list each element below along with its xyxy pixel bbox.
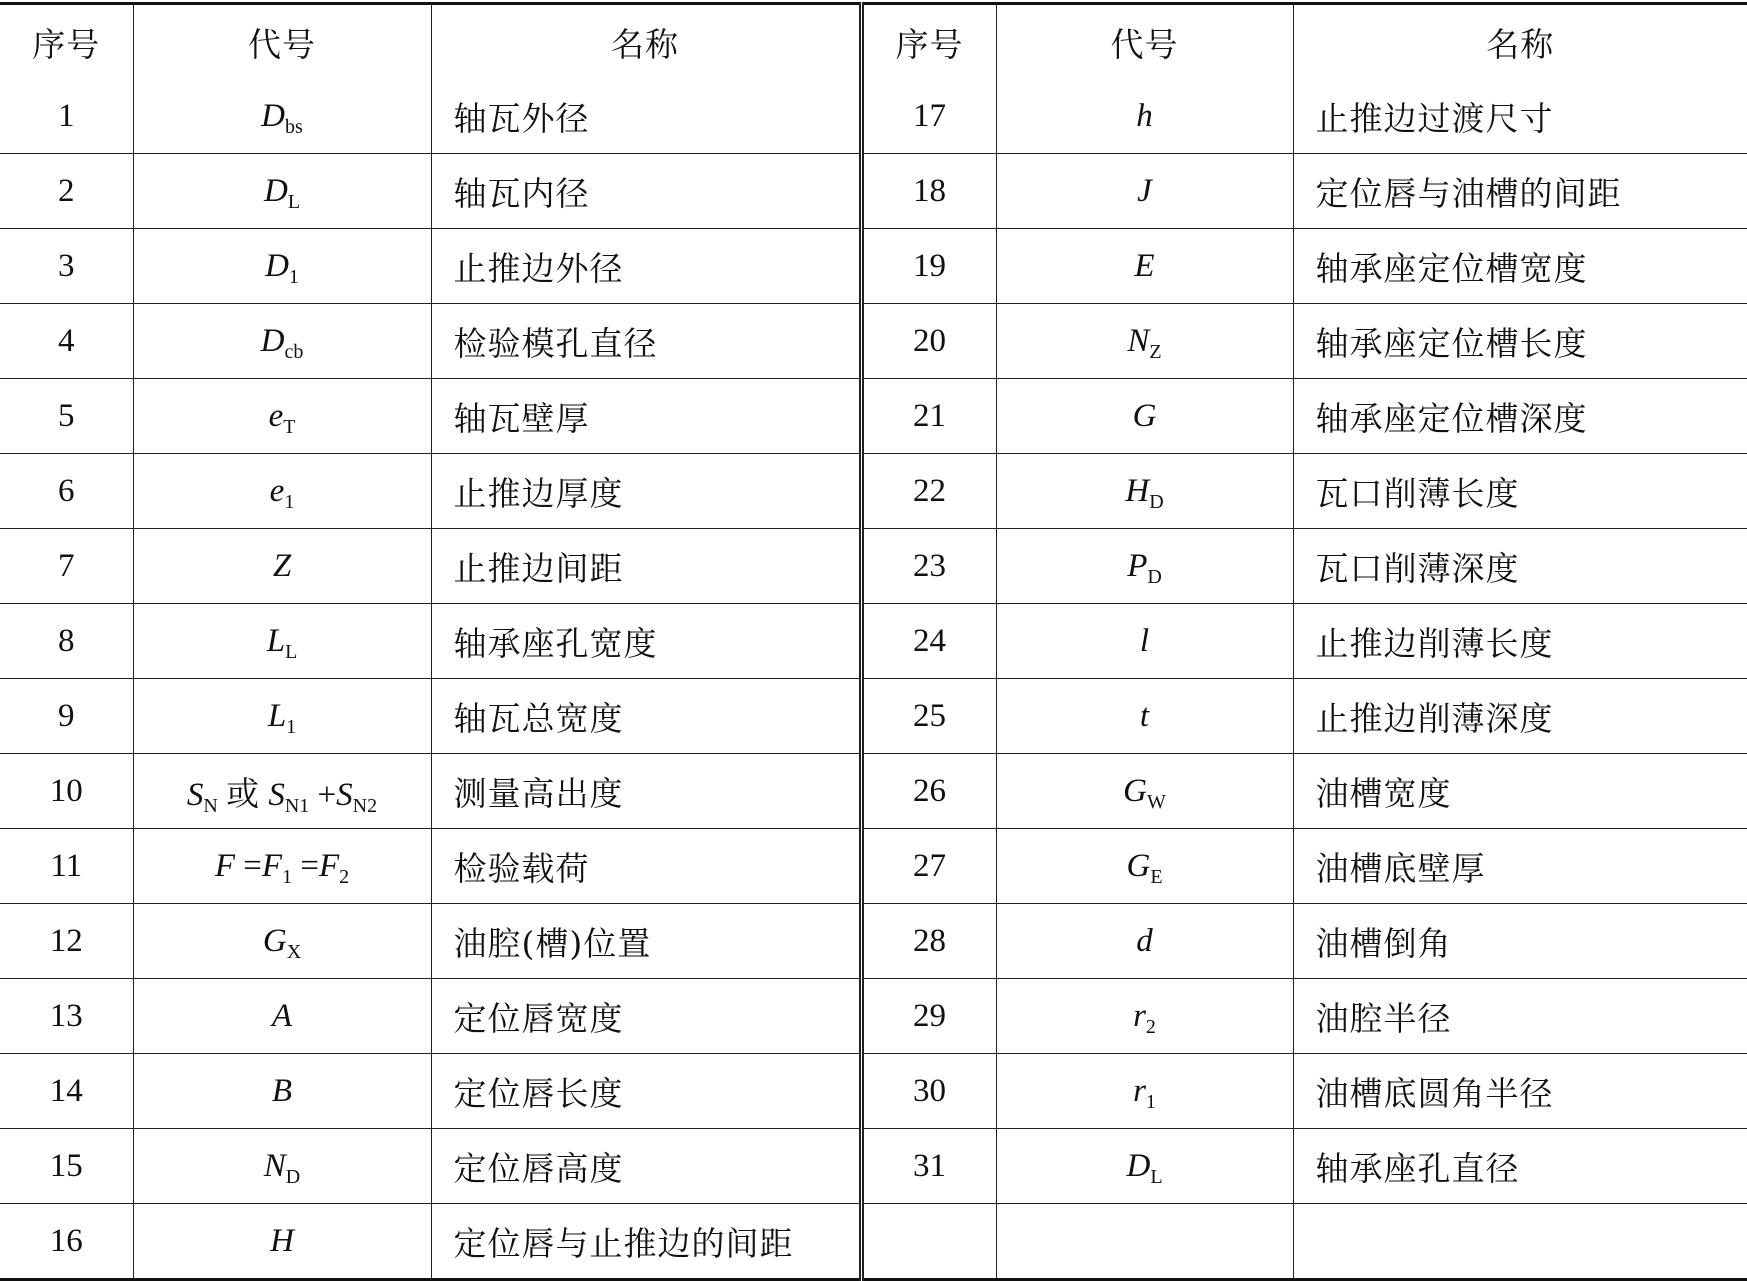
row-name-right: 油槽底圆角半径: [1293, 1054, 1747, 1129]
row-index-right: 21: [861, 379, 996, 454]
row-code-left: [133, 79, 431, 154]
symbol-or: 或: [226, 773, 261, 813]
row-name-left: 检验载荷: [431, 829, 861, 904]
symbol-subscript: D: [1147, 565, 1162, 588]
symbol-subscript: D: [1149, 490, 1164, 513]
table-row: [0, 529, 1747, 604]
symbol-subscript: N1: [284, 794, 310, 817]
row-code-left: [133, 304, 431, 379]
table-row: [0, 979, 1747, 1054]
table-row: [0, 229, 1747, 304]
row-name-left: 轴承座孔宽度: [431, 604, 861, 679]
symbol-main: B: [271, 1072, 293, 1109]
row-code-right: [996, 79, 1293, 154]
table-header-row: [0, 4, 1747, 80]
symbol-main: N: [263, 1147, 286, 1184]
row-index-right: 26: [861, 754, 996, 829]
header-code-left: 代号: [133, 4, 431, 80]
symbol-subscript: N2: [352, 794, 378, 817]
row-code-right: [996, 304, 1293, 379]
row-index-right: 31: [861, 1129, 996, 1204]
table-row: [0, 79, 1747, 154]
table-row: [0, 829, 1747, 904]
row-name-left: 油腔(槽)位置: [431, 904, 861, 979]
row-index-right: 30: [861, 1054, 996, 1129]
row-code-left: [133, 904, 431, 979]
symbol-subscript: E: [1150, 865, 1163, 888]
row-index-right: 27: [861, 829, 996, 904]
symbol-subscript: X: [286, 940, 302, 963]
row-index-left: 8: [0, 604, 133, 679]
row-index-right: 25: [861, 679, 996, 754]
row-index-left: 16: [0, 1204, 133, 1280]
symbol-main: d: [1136, 922, 1153, 959]
symbol-subscript: bs: [285, 115, 303, 138]
symbol-main: t: [1139, 697, 1150, 734]
table-row: [0, 379, 1747, 454]
symbol-main: G: [262, 922, 287, 959]
symbol-main: h: [1136, 97, 1153, 134]
row-name-right: 油槽底壁厚: [1293, 829, 1747, 904]
symbol-main: L: [267, 697, 287, 734]
row-index-right: 17: [861, 79, 996, 154]
row-code-left: [133, 529, 431, 604]
row-index-left: 5: [0, 379, 133, 454]
symbol-main: D: [1126, 1147, 1151, 1184]
row-name-right: 轴承座定位槽深度: [1293, 379, 1747, 454]
symbol-main: D: [261, 97, 286, 134]
row-code-right: [996, 754, 1293, 829]
symbol-main: S: [336, 776, 353, 813]
row-code-left: [133, 1204, 431, 1280]
row-index-left: 2: [0, 154, 133, 229]
row-index-right: 28: [861, 904, 996, 979]
symbol-operator: +: [317, 776, 337, 813]
symbol-subscript: T: [283, 415, 296, 438]
symbol-subscript: 1: [286, 715, 297, 738]
empty-cell: [996, 1204, 1293, 1280]
symbol-main: r: [1133, 1072, 1146, 1109]
symbol-subscript: L: [287, 190, 301, 213]
symbol-main: P: [1127, 547, 1148, 584]
row-index-left: 1: [0, 79, 133, 154]
row-name-right: 止推边过渡尺寸: [1293, 79, 1747, 154]
symbol-operator: =: [243, 847, 262, 884]
table-row: [0, 904, 1747, 979]
symbol-subscript: L: [1150, 1165, 1163, 1188]
row-code-left: [133, 979, 431, 1054]
row-index-right: 29: [861, 979, 996, 1054]
row-code-right: [996, 1054, 1293, 1129]
symbol-subscript: D: [285, 1165, 301, 1188]
row-index-left: 3: [0, 229, 133, 304]
row-code-right: [996, 154, 1293, 229]
row-code-right: [996, 229, 1293, 304]
symbol-subscript: 2: [339, 865, 350, 888]
row-name-right: 油槽宽度: [1293, 754, 1747, 829]
row-name-right: 瓦口削薄深度: [1293, 529, 1747, 604]
symbol-table: [0, 2, 1747, 1281]
row-name-left: 止推边间距: [431, 529, 861, 604]
row-index-left: 14: [0, 1054, 133, 1129]
symbol-main: r: [1133, 997, 1146, 1034]
symbol-subscript: L: [285, 640, 298, 663]
row-code-right: [996, 379, 1293, 454]
row-name-left: 定位唇长度: [431, 1054, 861, 1129]
row-name-right: 定位唇与油槽的间距: [1293, 154, 1747, 229]
row-index-left: 7: [0, 529, 133, 604]
symbol-main: l: [1139, 622, 1150, 659]
row-code-left: [133, 829, 431, 904]
row-index-left: 13: [0, 979, 133, 1054]
symbol-main: H: [1125, 472, 1150, 509]
row-name-left: 定位唇与止推边的间距: [431, 1204, 861, 1280]
symbol-main: e: [268, 397, 284, 434]
row-name-left: 测量高出度: [431, 754, 861, 829]
row-name-right: 止推边削薄长度: [1293, 604, 1747, 679]
symbol-main: E: [1134, 247, 1155, 284]
row-code-left: [133, 604, 431, 679]
table-body: [0, 79, 1747, 1280]
row-name-left: 止推边厚度: [431, 454, 861, 529]
symbol-main: e: [269, 472, 285, 509]
row-code-right: [996, 454, 1293, 529]
symbol-main: D: [260, 322, 285, 359]
row-index-left: 9: [0, 679, 133, 754]
symbol-main: F: [214, 847, 236, 884]
symbol-main: S: [268, 776, 285, 813]
table-row: [0, 304, 1747, 379]
row-code-right: [996, 604, 1293, 679]
row-index-right: 18: [861, 154, 996, 229]
table-row: [0, 1204, 1747, 1280]
table-row: [0, 679, 1747, 754]
row-index-left: 12: [0, 904, 133, 979]
empty-cell: [1293, 1204, 1747, 1280]
symbol-main: Z: [272, 547, 292, 584]
header-index-left: 序号: [0, 4, 133, 80]
row-index-left: 6: [0, 454, 133, 529]
symbol-main: S: [186, 776, 204, 813]
symbol-main: F: [261, 847, 283, 884]
row-name-left: 定位唇高度: [431, 1129, 861, 1204]
symbol-operator: =: [300, 847, 319, 884]
row-name-right: 轴承座孔直径: [1293, 1129, 1747, 1204]
symbol-subscript: cb: [284, 340, 304, 363]
row-name-right: 轴承座定位槽宽度: [1293, 229, 1747, 304]
symbol-main: G: [1123, 772, 1147, 809]
table-row: [0, 454, 1747, 529]
row-code-right: [996, 529, 1293, 604]
row-index-right: 24: [861, 604, 996, 679]
symbol-main: G: [1132, 397, 1157, 434]
symbol-main: L: [266, 622, 286, 659]
row-name-left: 检验模孔直径: [431, 304, 861, 379]
symbol-subscript: 1: [284, 490, 295, 513]
row-code-right: [996, 829, 1293, 904]
row-code-left: [133, 454, 431, 529]
symbol-main: N: [1127, 322, 1150, 359]
row-name-right: 止推边削薄深度: [1293, 679, 1747, 754]
symbol-main: G: [1126, 847, 1151, 884]
symbol-subscript: Z: [1149, 340, 1162, 363]
row-code-left: [133, 679, 431, 754]
row-code-right: [996, 1129, 1293, 1204]
symbol-main: J: [1137, 172, 1152, 209]
row-index-left: 4: [0, 304, 133, 379]
row-index-left: 15: [0, 1129, 133, 1204]
row-name-left: 轴瓦外径: [431, 79, 861, 154]
symbol-subscript: N: [203, 794, 218, 817]
symbol-main: F: [318, 847, 340, 884]
row-name-left: 定位唇宽度: [431, 979, 861, 1054]
symbol-subscript: 1: [288, 265, 299, 288]
symbol-subscript: W: [1146, 790, 1166, 813]
row-code-right: [996, 679, 1293, 754]
symbol-subscript: 1: [282, 865, 293, 888]
table-row: [0, 1054, 1747, 1129]
row-index-right: 19: [861, 229, 996, 304]
empty-cell: [861, 1204, 996, 1280]
row-code-left: [133, 229, 431, 304]
row-code-left: [133, 754, 431, 829]
header-name-right: 名称: [1486, 24, 1555, 64]
header-index-right: 序号: [861, 4, 996, 80]
row-code-left: [133, 1129, 431, 1204]
row-name-left: 轴瓦壁厚: [431, 379, 861, 454]
symbol-subscript: 2: [1145, 1015, 1156, 1038]
row-index-right: 20: [861, 304, 996, 379]
row-name-right: 油槽倒角: [1293, 904, 1747, 979]
header-code-right: 代号: [996, 4, 1293, 80]
symbol-main: A: [271, 997, 293, 1034]
row-name-left: 轴瓦总宽度: [431, 679, 861, 754]
row-index-left: 10: [0, 754, 133, 829]
row-name-right: 瓦口削薄长度: [1293, 454, 1747, 529]
symbol-main: H: [270, 1222, 294, 1259]
row-index-left: 11: [0, 829, 133, 904]
row-code-right: [996, 979, 1293, 1054]
table-row: [0, 754, 1747, 829]
row-code-left: [133, 1054, 431, 1129]
row-code-left: [133, 379, 431, 454]
symbol-subscript: 1: [1145, 1090, 1156, 1113]
row-name-right: 轴承座定位槽长度: [1293, 304, 1747, 379]
row-name-left: 轴瓦内径: [431, 154, 861, 229]
row-code-left: [133, 154, 431, 229]
table-row: [0, 154, 1747, 229]
row-name-right: 油腔半径: [1293, 979, 1747, 1054]
table-row: [0, 1129, 1747, 1204]
symbol-main: D: [263, 172, 288, 209]
symbol-main: D: [265, 247, 289, 284]
row-code-right: [996, 904, 1293, 979]
row-index-right: 23: [861, 529, 996, 604]
row-index-right: 22: [861, 454, 996, 529]
table-row: [0, 604, 1747, 679]
row-name-left: 止推边外径: [431, 229, 861, 304]
header-name-left: 名称: [431, 4, 861, 80]
